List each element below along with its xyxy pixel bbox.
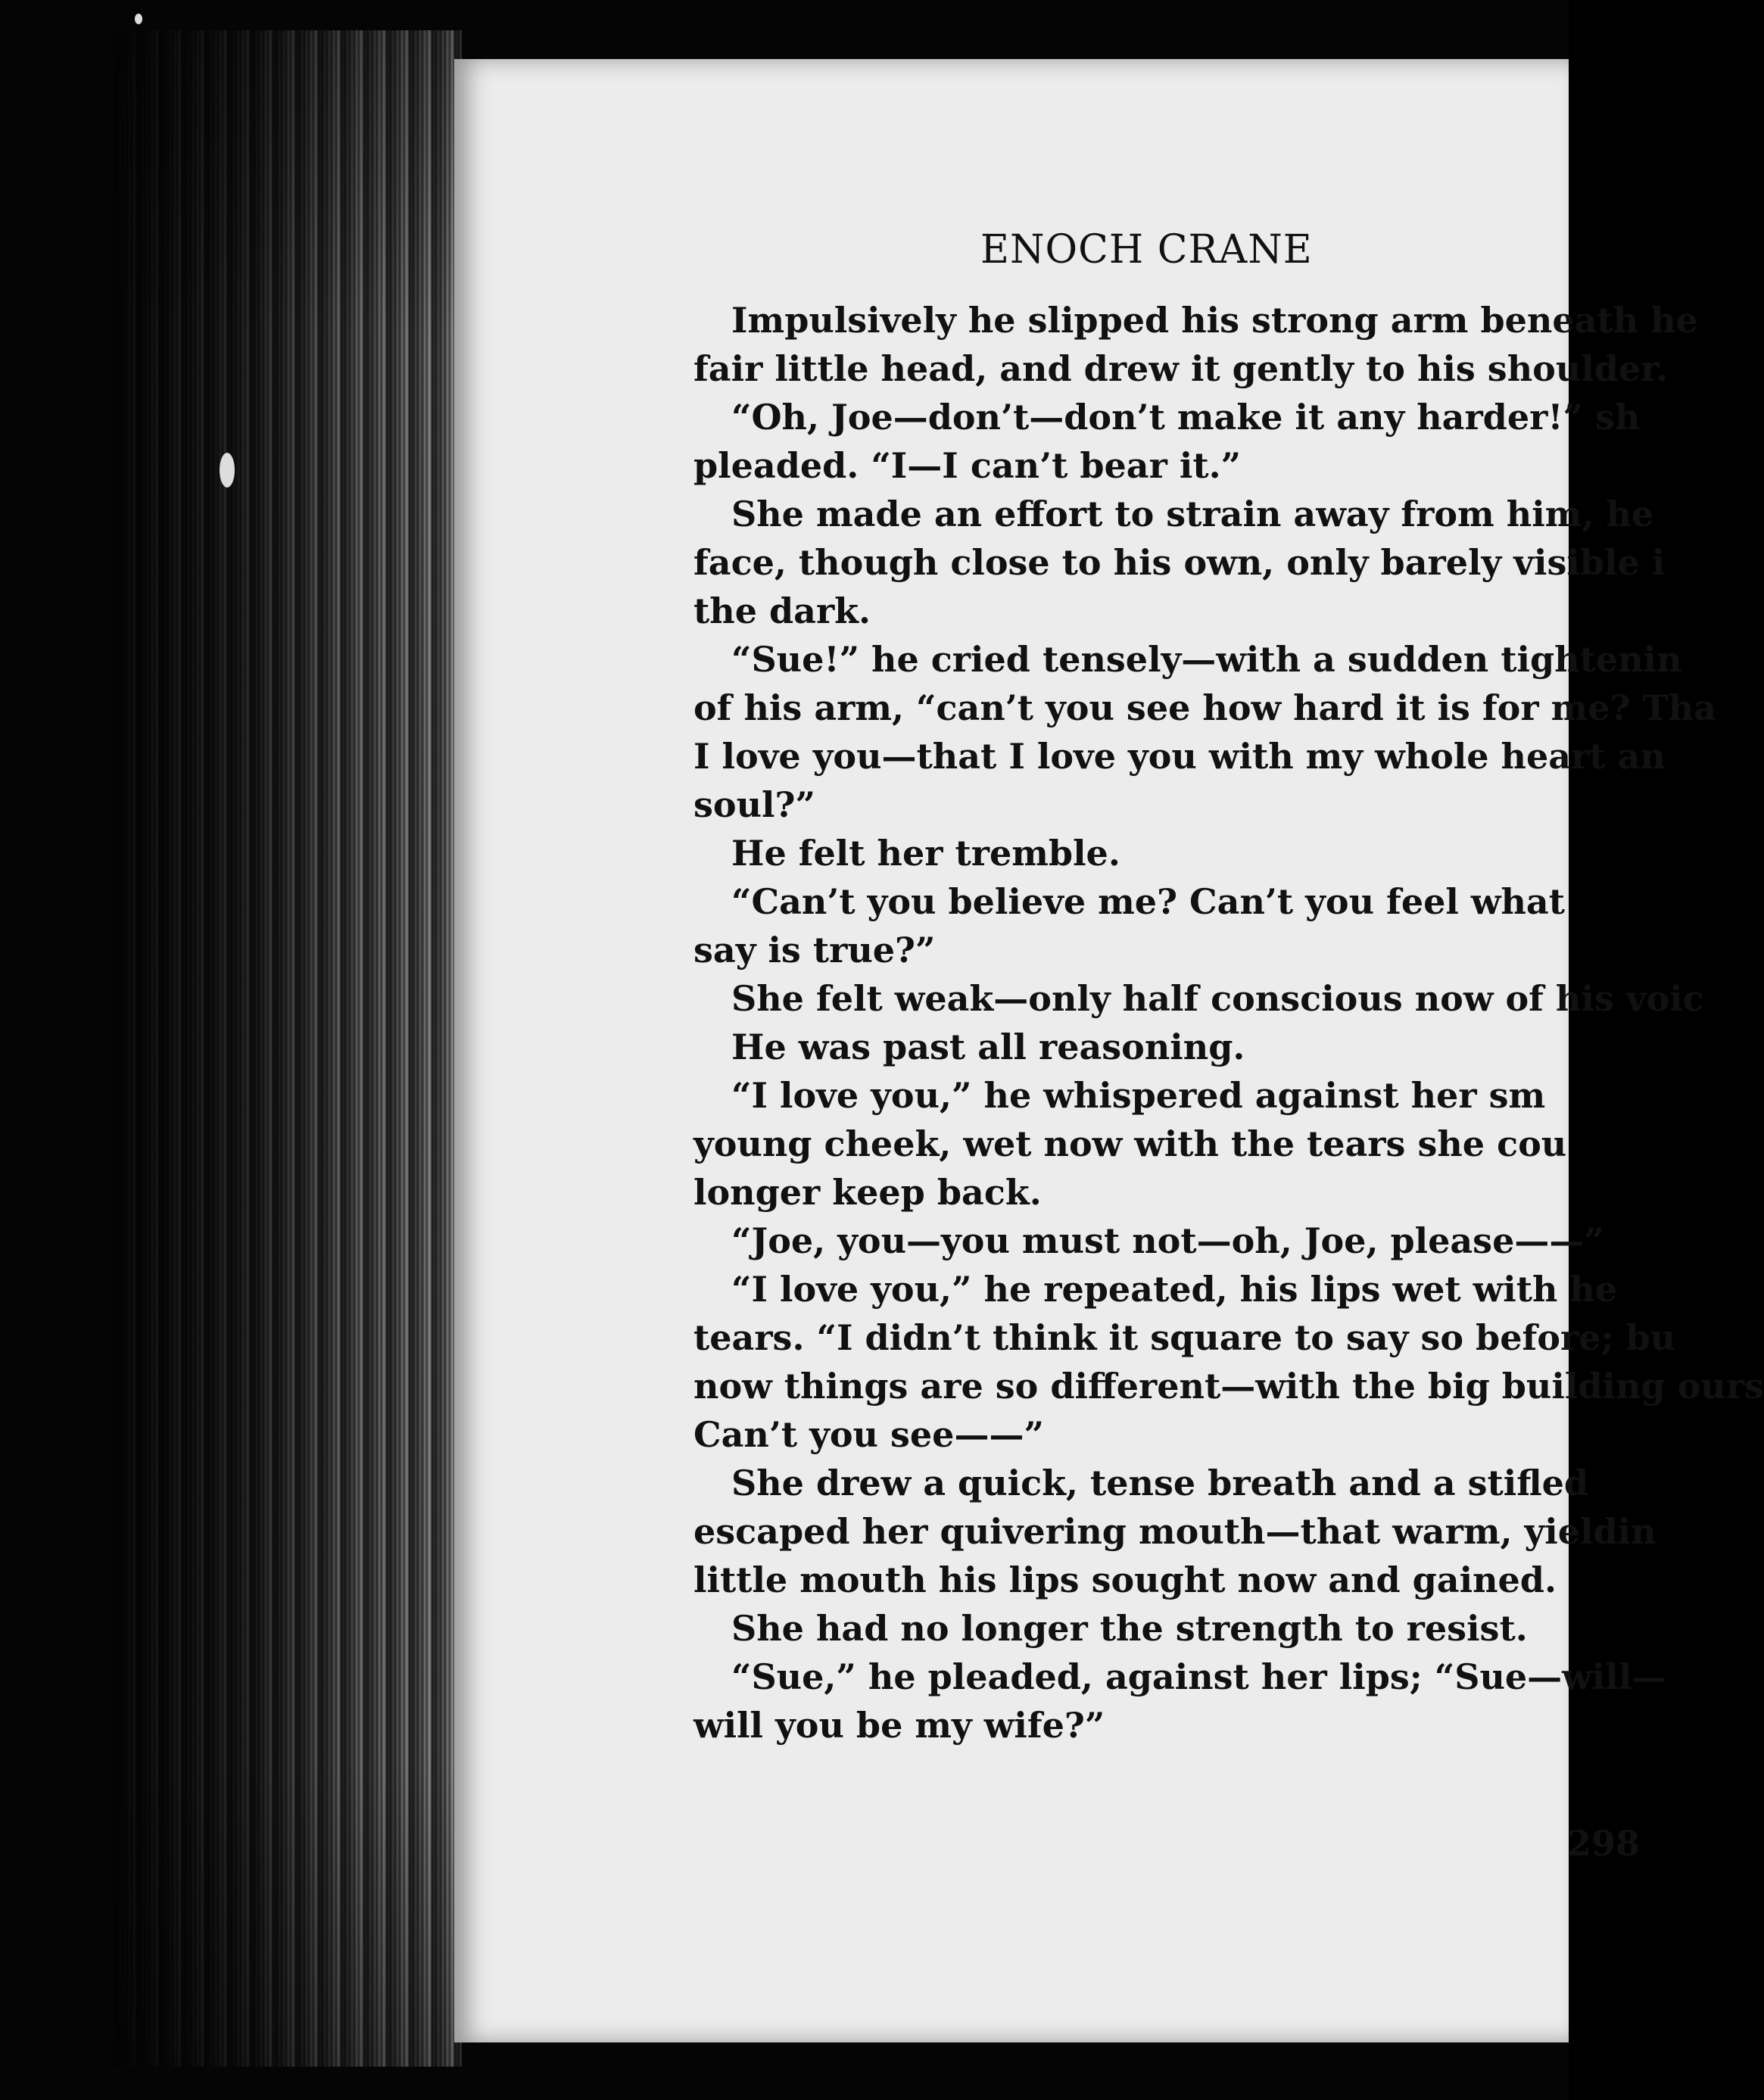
text-line: now things are so different—with the big building ours [693, 1366, 1764, 1407]
text-line: little mouth his lips sought now and gained. [693, 1559, 1557, 1600]
scan-speck [220, 453, 235, 488]
text-line: He was past all reasoning. [731, 1027, 1245, 1067]
text-line: She drew a quick, tense breath and a stifled [731, 1463, 1589, 1503]
text-line: escaped her quivering mouth—that warm, yieldin [693, 1511, 1656, 1552]
text-line: “I love you,” he repeated, his lips wet with he [731, 1269, 1618, 1310]
text-line: will you be my wife?” [693, 1705, 1105, 1746]
page-number: 298 [1567, 1823, 1641, 1864]
text-line: say is true?” [693, 930, 936, 971]
text-line: She had no longer the strength to resist. [731, 1608, 1528, 1649]
text-line: “I love you,” he whispered against her sm [731, 1075, 1546, 1116]
text-line: pleaded. “I—I can’t bear it.” [693, 445, 1242, 486]
text-line: He felt her tremble. [731, 833, 1120, 874]
text-line: longer keep back. [693, 1172, 1042, 1213]
text-line: “Oh, Joe—don’t—don’t make it any harder!” sh [731, 397, 1641, 438]
text-line: the dark. [693, 590, 871, 631]
text-line: “Joe, you—you must not—oh, Joe, please——” [731, 1220, 1604, 1261]
text-line: young cheek, wet now with the tears she cou [693, 1123, 1567, 1164]
text-line: of his arm, “can’t you see how hard it is for me? Tha [693, 687, 1717, 728]
text-line: She felt weak—only half conscious now of his voic [731, 978, 1704, 1019]
text-line: “Sue!” he cried tensely—with a sudden tightenin [731, 639, 1682, 680]
text-line: soul?” [693, 784, 815, 825]
text-line: fair little head, and drew it gently to his shoulder. [693, 348, 1669, 389]
text-line: tears. “I didn’t think it square to say so before; bu [693, 1317, 1676, 1358]
text-line: Can’t you see——” [693, 1414, 1044, 1455]
running-head: ENOCH CRANE [980, 227, 1313, 273]
text-line: I love you—that I love you with my whole heart an [693, 736, 1666, 777]
text-line: “Sue,” he pleaded, against her lips; “Sue—will— [731, 1656, 1667, 1697]
text-line: “Can’t you believe me? Can’t you feel what [731, 881, 1565, 922]
scan-speck [135, 14, 142, 24]
printed-page [454, 59, 1764, 2042]
text-line: face, though close to his own, only barely visible i [693, 542, 1666, 583]
text-line: Impulsively he slipped his strong arm beneath he [731, 300, 1698, 341]
book-page-edges [114, 30, 462, 2067]
text-line: She made an effort to strain away from him, he [731, 494, 1654, 534]
